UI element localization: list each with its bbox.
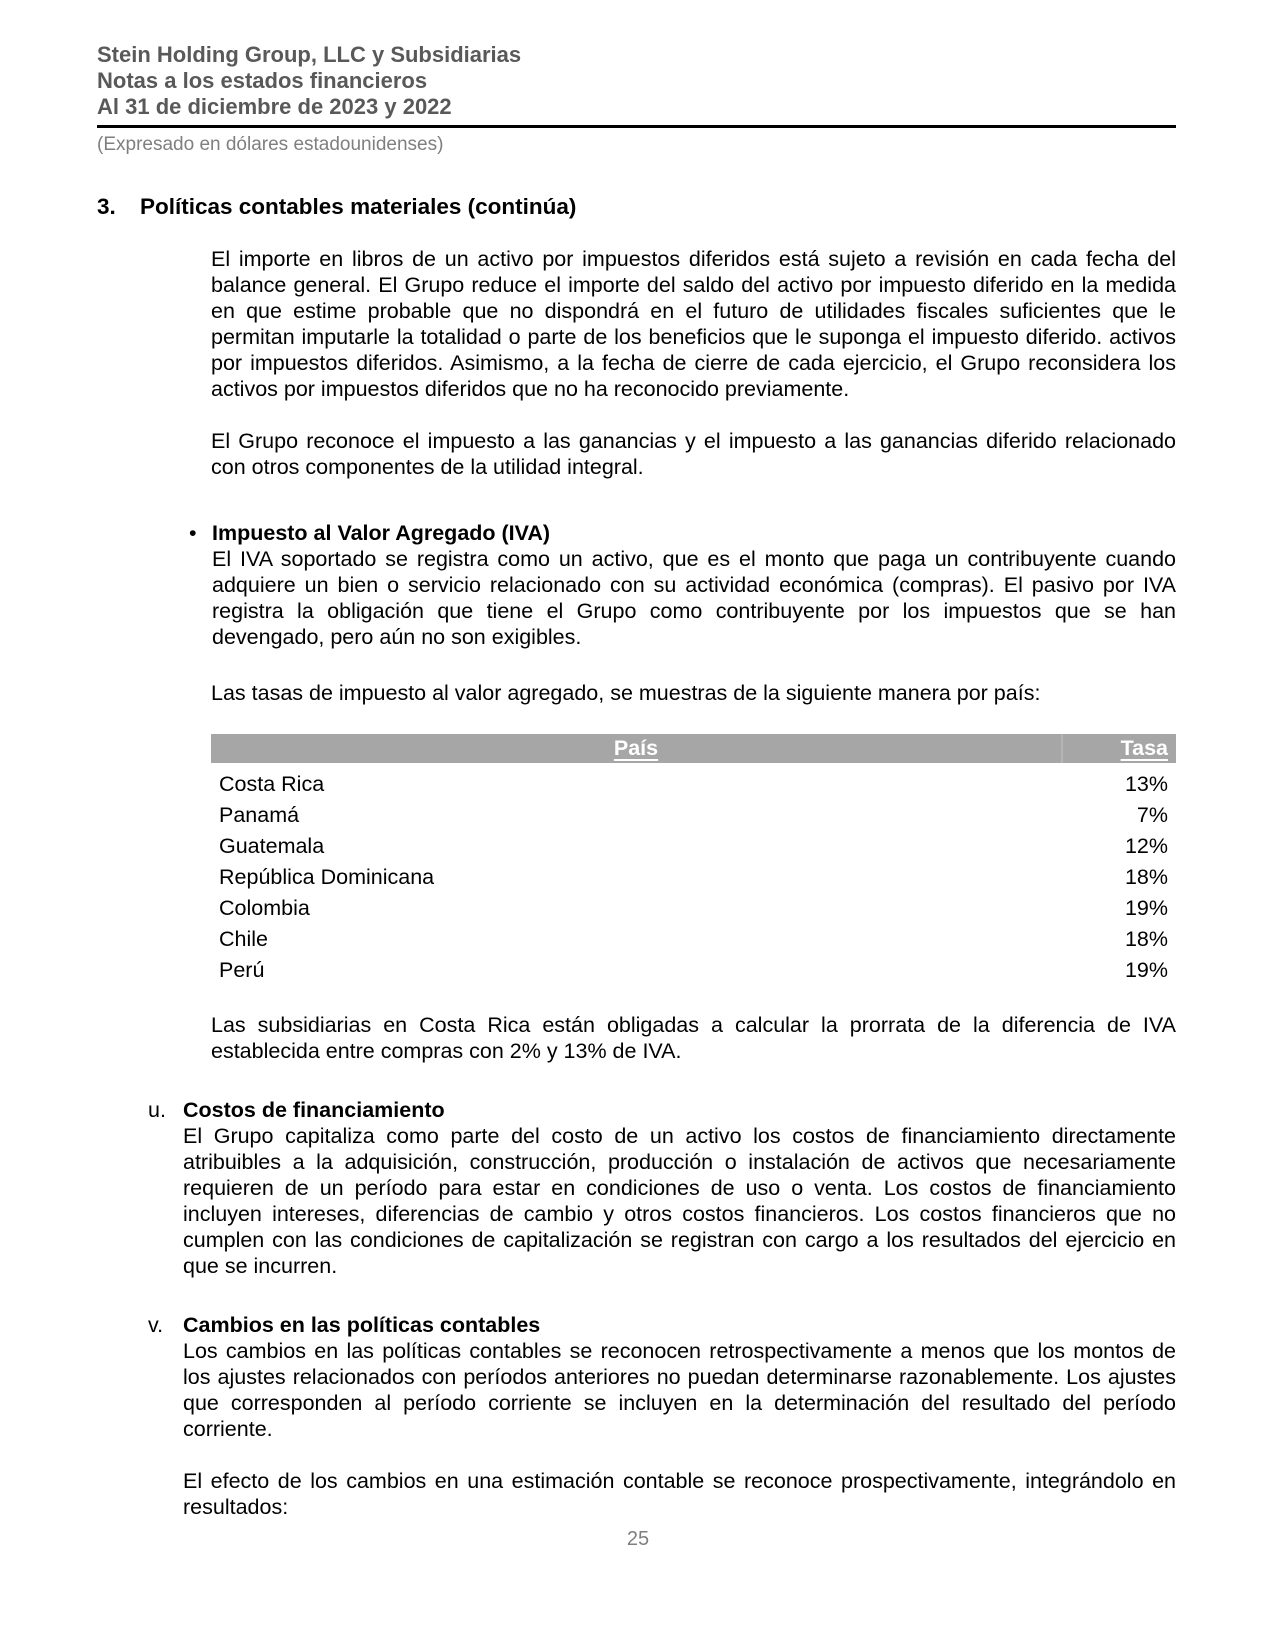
subsection-content <box>183 1097 1176 1279</box>
rate-cell: 12% <box>1124 834 1168 858</box>
table-row <box>211 769 1176 800</box>
iva-body: El IVA soportado se registra como un activo, que es el monto que paga un contribuyente cuando adquiere un bien o servicio relacionado con su actividad económica (compras). El pasivo por IVA registra la obligación que tiene el Grupo como contribuyente por los impuestos que se han devengado, pero aún no son exigibles. <box>212 547 1176 649</box>
section-number: 3. <box>97 194 116 219</box>
country-cell: Guatemala <box>219 834 325 858</box>
subsection-v <box>148 1312 1176 1520</box>
paragraph-income-tax-oci: El Grupo reconoce el impuesto a las ganancias y el impuesto a las ganancias diferido relacionado con otros componentes de la utilidad integral. <box>211 429 1176 479</box>
iva-content <box>212 520 1176 650</box>
country-cell: Colombia <box>219 896 310 920</box>
column-header-country: País <box>211 734 1063 763</box>
subsection-title: Costos de financiamiento <box>183 1098 445 1122</box>
table-row <box>211 800 1176 831</box>
page-number: 25 <box>626 1528 650 1550</box>
subsection-body-2: El efecto de los cambios en una estimación contable se reconoce prospectivamente, integrándolo en resultados: <box>183 1469 1176 1519</box>
table-row <box>211 862 1176 893</box>
document-date: Al 31 de diciembre de 2023 y 2022 <box>97 94 452 119</box>
subsection-body: Los cambios en las políticas contables se reconocen retrospectivamente a menos que los montos de los ajustes relacionados con períodos anteriores no puedan determinarse razonablemente. Los ajustes que corresponden al período corriente se incluyen en la determinación del resultado del período corriente. <box>183 1339 1176 1441</box>
country-cell: Costa Rica <box>219 772 325 796</box>
subsection-body: El Grupo capitaliza como parte del costo de un activo los costos de financiamiento directamente atribuibles a la adquisición, construcción, producción o instalación de activos que necesariamente requieren de un período para estar en condiciones de uso o venta. Los costos de financiamiento incluyen intereses, diferencias de cambio y otros costos financieros. Los costos financieros que no cumplen con las condiciones de capitalización se registran con cargo a los resultados del ejercicio en que se incurren. <box>183 1124 1176 1278</box>
subsection-u <box>148 1097 1176 1279</box>
company-name: Stein Holding Group, LLC y Subsidiarias <box>97 42 522 67</box>
document-header <box>97 42 1176 128</box>
subsection-marker: v. <box>148 1313 164 1337</box>
rate-cell: 18% <box>1124 927 1168 951</box>
section-title: Políticas contables materiales (continúa) <box>140 194 577 219</box>
bullet-marker: • <box>189 521 197 545</box>
paragraph-prorata-note: Las subsidiarias en Costa Rica están obligadas a calcular la prorrata de la diferencia de IVA establecida entre compras con 2% y 13% de IVA. <box>211 1013 1176 1063</box>
country-cell: Panamá <box>219 803 300 827</box>
table-body <box>211 763 1176 986</box>
country-cell: Perú <box>219 958 265 982</box>
section-heading <box>97 193 1176 220</box>
rate-cell: 19% <box>1124 896 1168 920</box>
rate-cell: 18% <box>1124 865 1168 889</box>
table-row <box>211 955 1176 986</box>
subsection-content <box>183 1312 1176 1520</box>
column-header-rate: Tasa <box>1120 736 1168 760</box>
table-intro: Las tasas de impuesto al valor agregado, se muestras de la siguiente manera por país: <box>211 681 1041 705</box>
table-row <box>211 831 1176 862</box>
iva-title: Impuesto al Valor Agregado (IVA) <box>212 521 551 545</box>
iva-bullet-section <box>189 520 1176 650</box>
iva-rates-table <box>211 734 1176 986</box>
subsection-title: Cambios en las políticas contables <box>183 1313 541 1337</box>
paragraph-deferred-tax: El importe en libros de un activo por impuestos diferidos está sujeto a revisión en cada fecha del balance general. El Grupo reduce el importe del saldo del activo por impuesto diferido en la medida en que estime probable que no dispondrá en el futuro de utilidades fiscales suficientes que le permitan imputarle la totalidad o parte de los beneficios que le suponga el impuesto diferido. activos por impuestos diferidos. Asimismo, a la fecha de cierre de cada ejercicio, el Grupo reconsidera los activos por impuestos diferidos que no ha reconocido previamente. <box>211 247 1176 401</box>
rate-cell: 19% <box>1124 958 1168 982</box>
rate-cell: 13% <box>1124 772 1168 796</box>
country-cell: Chile <box>219 927 268 951</box>
table-header-row <box>211 734 1176 763</box>
currency-note: (Expresado en dólares estadounidenses) <box>97 134 444 155</box>
country-cell: República Dominicana <box>219 865 435 889</box>
rate-cell: 7% <box>1136 803 1168 827</box>
table-row <box>211 924 1176 955</box>
table-row <box>211 893 1176 924</box>
subsection-marker: u. <box>148 1098 166 1122</box>
document-title: Notas a los estados financieros <box>97 68 428 93</box>
